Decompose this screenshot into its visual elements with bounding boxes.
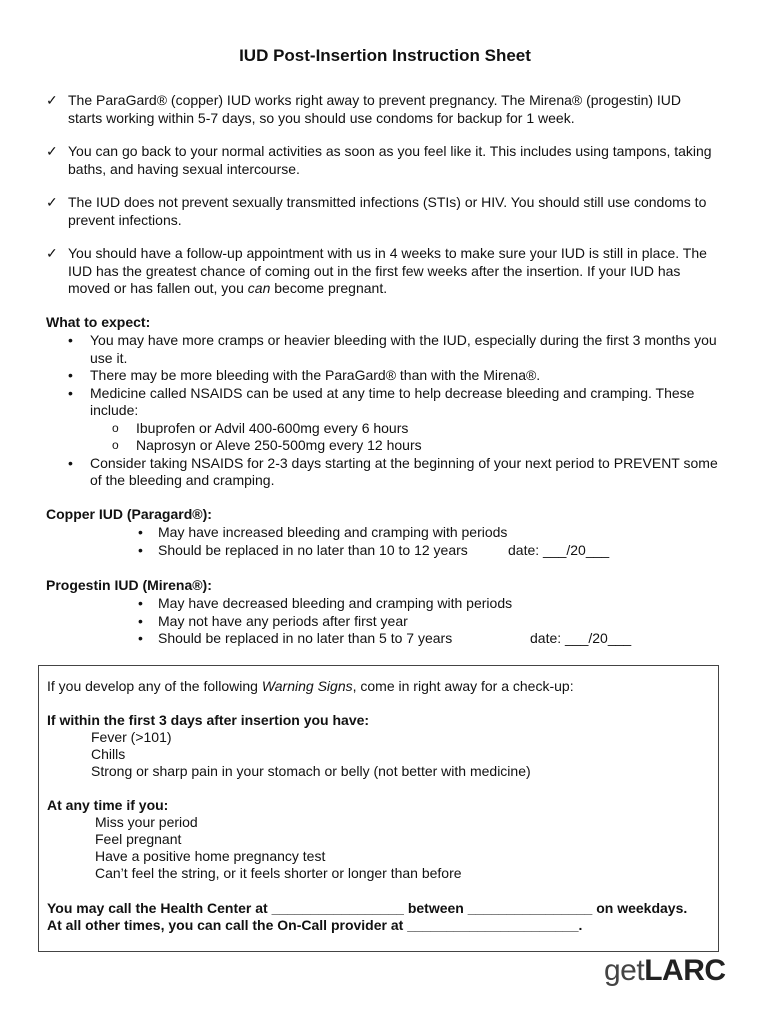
- checklist-item: ✓ You should have a follow-up appointment with us in 4 weeks to make sure your IUD is still in place. The IUD has the greatest chance of coming out in the first few weeks after the insertion. If your IUD has moved or has fallen out, you can become pregnant.: [46, 245, 707, 296]
- what-to-expect-heading: What to expect:: [46, 314, 151, 330]
- list-item: • May not have any periods after first year: [46, 613, 726, 631]
- on-call-line: At all other times, you can call the On-Call provider at ______________________.: [47, 917, 583, 933]
- checkmark-icon: ✓: [46, 194, 58, 210]
- checkmark-icon: ✓: [46, 245, 58, 261]
- warning-signs-box: [38, 665, 719, 952]
- first-3-days-heading: If within the first 3 days after insertion you have:: [47, 712, 370, 728]
- list-item: • Should be replaced in no later than 10 to 12 years: [46, 542, 726, 560]
- warning-item: Fever (>101): [91, 729, 172, 745]
- checkmark-icon: ✓: [46, 92, 58, 108]
- any-time-heading: At any time if you:: [47, 797, 169, 813]
- copper-replace-date: date: ___/20___: [508, 542, 610, 558]
- copper-iud-heading: Copper IUD (Paragard®):: [46, 506, 212, 522]
- list-item: • May have decreased bleeding and cramping with periods: [46, 595, 726, 613]
- progestin-replace-date: date: ___/20___: [530, 630, 632, 646]
- list-item: • There may be more bleeding with the ParaGard® than with the Mirena®.: [46, 367, 726, 385]
- list-item: • Consider taking NSAIDS for 2-3 days starting at the beginning of your next period to PREVENT some of the bleeding and cramping.: [46, 455, 726, 490]
- warning-item: Chills: [91, 746, 126, 762]
- warning-item: Feel pregnant: [95, 831, 182, 847]
- checklist-item: ✓ The ParaGard® (copper) IUD works right away to prevent pregnancy. The Mirena® (progestin) IUD starts working within 5-7 days, so you should use condoms for backup for 1 week.: [46, 92, 682, 126]
- list-item: o Ibuprofen or Advil 400-600mg every 6 hours: [90, 420, 726, 438]
- warning-item: Can’t feel the string, or it feels shorter or longer than before: [95, 865, 462, 881]
- warning-intro: If you develop any of the following Warning Signs, come in right away for a check-up:: [47, 678, 574, 694]
- checkmark-icon: ✓: [46, 143, 58, 159]
- copper-iud-list: [46, 524, 726, 559]
- warning-item: Miss your period: [95, 814, 198, 830]
- warning-item: Have a positive home pregnancy test: [95, 848, 326, 864]
- getlarc-logo: getLARC: [604, 954, 726, 987]
- page-title: IUD Post-Insertion Instruction Sheet: [239, 46, 531, 65]
- warning-item: Strong or sharp pain in your stomach or belly (not better with medicine): [91, 763, 531, 779]
- checklist-item: ✓ The IUD does not prevent sexually transmitted infections (STIs) or HIV. You should still use condoms to prevent infections.: [46, 194, 707, 228]
- list-item: • You may have more cramps or heavier bleeding with the IUD, especially during the first 3 months you use it.: [46, 332, 726, 367]
- list-item: • Should be replaced in no later than 5 to 7 years: [46, 630, 726, 648]
- list-item: • May have increased bleeding and cramping with periods: [46, 524, 726, 542]
- list-item: • Medicine called NSAIDS can be used at any time to help decrease bleeding and cramping. These include: o Ibuprofen or Advil 400-600mg every 6 hours o Naprosyn or Aleve 250-500mg every 12 hours: [46, 385, 726, 455]
- progestin-iud-heading: Progestin IUD (Mirena®):: [46, 577, 212, 593]
- list-item: o Naprosyn or Aleve 250-500mg every 12 hours: [90, 437, 726, 455]
- checklist-item: ✓ You can go back to your normal activities as soon as you feel like it. This includes using tampons, taking baths, and having sexual intercourse.: [46, 143, 712, 177]
- expect-list: [46, 332, 726, 490]
- nsaids-sublist: [90, 420, 726, 455]
- health-center-call-line: You may call the Health Center at _________________ between ________________ on weekdays.: [47, 900, 688, 916]
